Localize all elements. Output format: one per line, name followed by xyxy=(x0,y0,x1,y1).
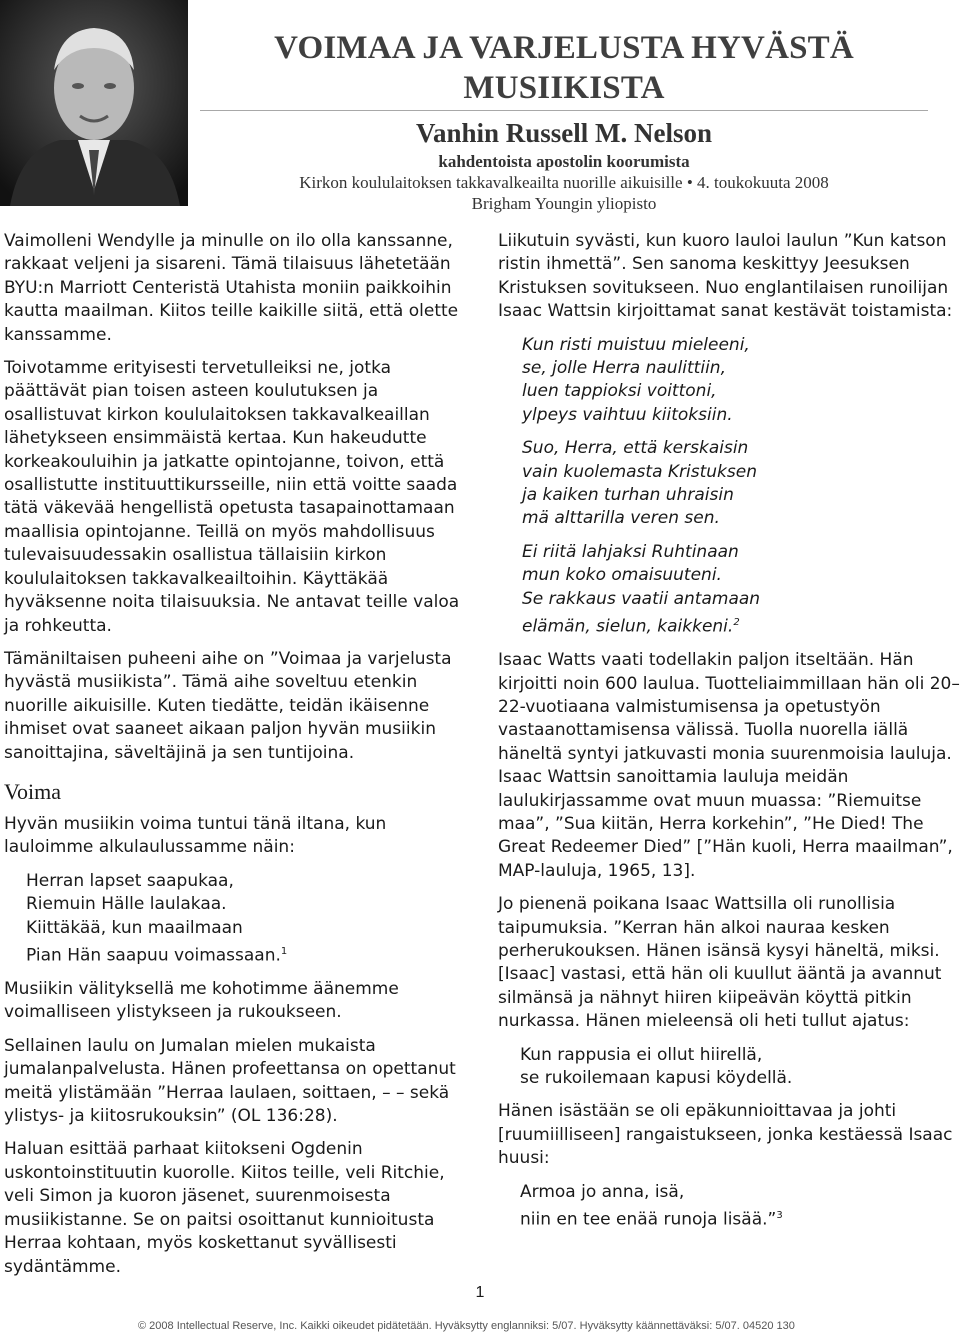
verse-line: Kiittäkää, kun maailmaan xyxy=(26,917,243,938)
verse-line: Se rakkaus vaatii antamaan xyxy=(522,588,761,609)
paragraph: Isaac Watts vaati todellakin paljon itseltään. Hän kirjoitti noin 600 laulua. Tuotteliaimmillaan hän oli 20–22-vuotiaana valmistumisensa ja opetustyön vastaanottamisensa välissä. Tuolla nuorella iällä häneltä syntyi jatkuvasti monia suurenmoisia lauluja. Isaac Wattsin sanoittamia lauluja meidän laulukirjassamme ovat muun muassa: ”Riemuitse maa”, ”Sua kiitän, Herra korkehin”, ”He Died! The Great Redeemer Died” [”Hän kuoli, Herra maailman”, MAP-lauluja, 1965, 13]. xyxy=(498,650,960,881)
verse-line: niin en tee enää runoja lisää.”$^3$ xyxy=(520,1209,783,1230)
verse-line: se, jolle Herra naulittiin, xyxy=(522,358,726,379)
verse-line: Suo, Herra, että kerskaisin xyxy=(522,438,749,459)
portrait-photo xyxy=(0,0,188,206)
verse-line: Pian Hän saapuu voimassaan.$^1$ xyxy=(26,945,288,966)
verse-line: mä alttarilla veren sen. xyxy=(522,508,720,529)
section-heading: Voima xyxy=(4,778,62,804)
verse-line: Kun risti muistuu mieleeni, xyxy=(522,334,750,355)
left-column xyxy=(4,230,472,1289)
copyright-footer: © 2008 Intellectual Reserve, Inc. Kaikki oikeudet pidätetään. Hyväksytty englanniksi: 5/07. Hyväksytty käännettäväksi: 5/07. 04520 130 xyxy=(138,1320,795,1332)
paragraph: Hyvän musiikin voima tuntui tänä iltana, kun lauloimme alkulaulussamme näin: xyxy=(4,813,387,858)
verse-line: Ei riitä lahjaksi Ruhtinaan xyxy=(522,541,739,562)
verse-line: elämän, sielun, kaikkeni.$^2$ xyxy=(522,616,740,637)
paragraph: Toivotamme erityisesti tervetulleiksi ne, jotka päättävät pian toisen asteen koulutuksen ja osallistuvat kirkon koululaitoksen takkavalkeaillan lähetykseen ensimmäistä kertaa. Kun hakeudutte korkeakouluihin ja jatkatte opintojanne, toivon, että osallistutte instituuttikursseille, niin että voitte saada tätä väkevää hengellistä opetusta tasapainottamaan maallisia opintojanne. Teillä on myös mahdollisuus tulevaisuudessakin osallistua tällaisiin kirkon koululaitoksen takkavalkeailtoihin. Käyttäkää hyväksenne noita tilaisuuksia. Ne antavat teille valoa ja rohkeutta. xyxy=(4,358,460,636)
page-number: 1 xyxy=(475,1284,485,1301)
header xyxy=(200,28,928,214)
verse-line: Armoa jo anna, isä, xyxy=(520,1181,685,1202)
paragraph: Vaimolleni Wendylle ja minulle on ilo olla kanssanne, rakkaat veljeni ja sisareni. Tämä tilaisuus lähetetään BYU:n Marriott Centeristä Utahista moniin paikkoihin kautta maailman. Kiitos teille kaikille siitä, että olette kanssamme. xyxy=(4,231,459,345)
title-divider xyxy=(200,110,928,111)
footnote-ref: 2 xyxy=(733,617,740,629)
rhyme-verse xyxy=(520,1181,960,1232)
verse-line: Kun rappusia ei ollut hiirellä, xyxy=(520,1044,763,1065)
place-line: Brigham Youngin yliopisto xyxy=(471,194,657,213)
paragraph: Musiikin välityksellä me kohotimme äänemme voimalliseen ylistykseen ja rukoukseen. xyxy=(4,979,399,1023)
right-column xyxy=(498,230,960,1242)
hymn-verse xyxy=(26,870,472,968)
paragraph: Tämäniltaisen puheeni aihe on ”Voimaa ja varjelusta hyvästä musiikista”. Tämä aihe soveltuu etenkin nuorille aikuisille. Kuten tiedätte, teidän ikäisenne ihmiset ovat saaneet aikaan paljon hyvän musiikin sanoittajina, säveltäjinä ja sen tuntijoina. xyxy=(4,648,452,763)
paragraph: Liikutuin syvästi, kun kuoro lauloi laulun ”Kun katson ristin ihmettä”. Sen sanoma keskittyy Jeesuksen Kristuksen sovitukseen. Nuo englantilaisen runoilijan Isaac Wattsin kirjoittamat sanat kestävät toistamista: xyxy=(498,231,953,322)
verse-line: vain kuolemasta Kristuksen xyxy=(522,461,757,482)
paragraph: Sellainen laulu on Jumalan mielen mukaista jumalanpalvelusta. Hänen profeettansa on opettanut meitä ylistämään ”Herraa laulaen, soittaen, – – sekä ylistys- ja kiitosrukouksin” (OL 136:28). xyxy=(4,1035,456,1127)
speaker-role: kahdentoista apostolin koorumista xyxy=(438,152,690,171)
footnote-ref: 1 xyxy=(280,945,288,957)
speaker-name: Vanhin Russell M. Nelson xyxy=(415,118,713,148)
verse-line: ja kaiken turhan uhraisin xyxy=(522,485,734,506)
hymn-stanza xyxy=(522,541,960,639)
paragraph: Jo pienenä poikana Isaac Wattsilla oli runollisia taipumuksia. ”Kerran hän alkoi nauraa kesken perherukouksen. Hänen isänsä kysyi häneltä, miksi. [Isaac] vastasi, että hän oli kuullut ääntä ja avannut silmänsä ja nähnyt hiiren kiipeävän köyttä pitkin nurkassa. Hänen mieleensä oli heti tullut ajatus: xyxy=(498,894,942,1032)
verse-line: Riemuin Hälle laulakaa. xyxy=(26,894,227,915)
hymn-stanza xyxy=(522,334,960,428)
paragraph: Haluan esittää parhaat kiitokseni Ogdenin uskontoinstituutin kuorolle. Kiitos teille, veli Ritchie, veli Simon ja kuoron jäsenet, suurenmoisesta musiikistanne. Se on paitsi osoittanut kunnioitusta Herraa kohtaan, myös koskettanut syvällisesti sydäntämme. xyxy=(4,1139,445,1277)
verse-line: luen tappioksi voittoni, xyxy=(522,381,717,402)
event-line: Kirkon koululaitoksen takkavalkeailta nuorille aikuisille • 4. toukokuuta 2008 xyxy=(299,173,829,192)
page-title: VOIMAA JA VARJELUSTA HYVÄSTÄ MUSIIKISTA xyxy=(274,30,854,106)
hymn-stanza xyxy=(522,437,960,531)
verse-line: mun koko omaisuuteni. xyxy=(522,565,722,586)
rhyme-verse xyxy=(520,1044,960,1091)
paragraph: Hänen isästään se oli epäkunnioittavaa ja johti [ruumiilliseen] rangaistukseen, jonka kestäessä Isaac huusi: xyxy=(498,1101,953,1169)
verse-line: se rukoilemaan kapusi köydellä. xyxy=(520,1068,793,1089)
footnote-ref: 3 xyxy=(776,1210,783,1222)
verse-line: Herran lapset saapukaa, xyxy=(26,870,234,891)
verse-line: ylpeys vaihtuu kiitoksiin. xyxy=(522,404,733,425)
